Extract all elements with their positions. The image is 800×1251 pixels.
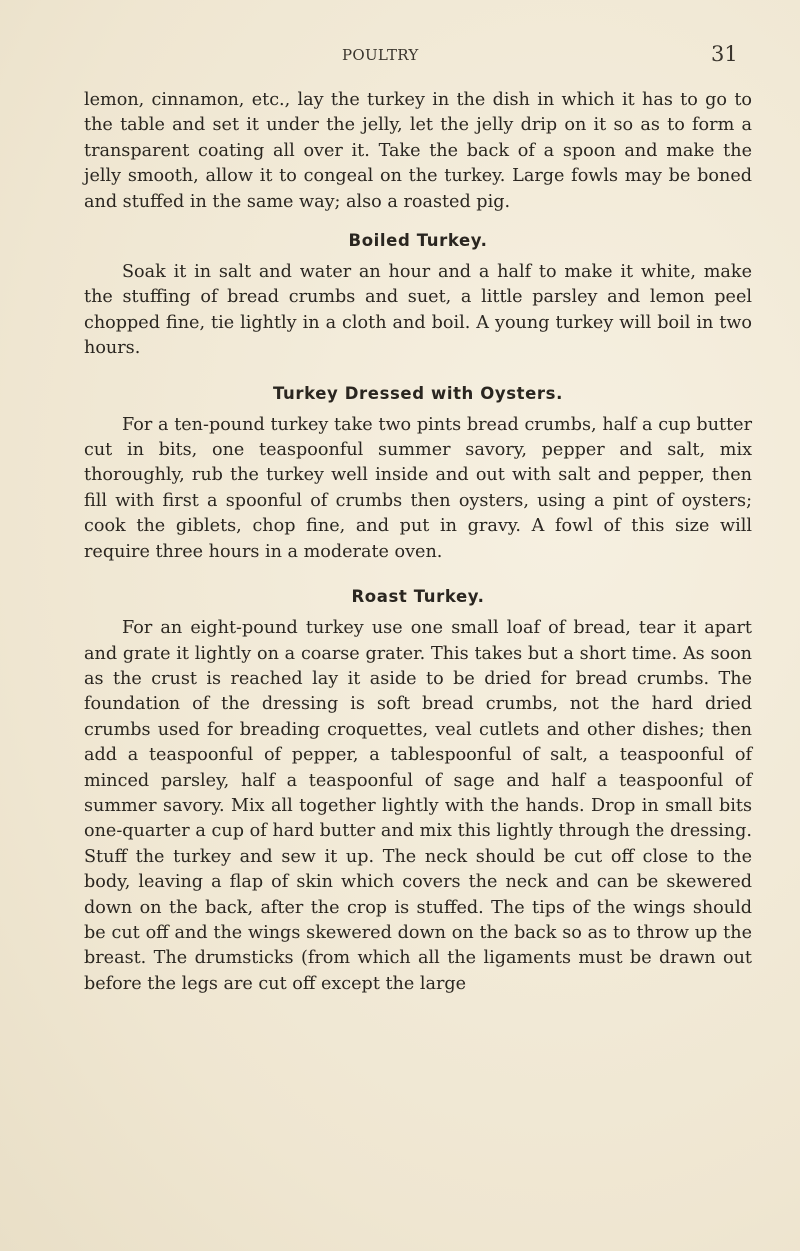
roast-turkey-paragraph: For an eight-pound turkey use one small loaf of bread, tear it apart and grate it lightly on a coarse grater. This takes but a short time. As soon as the crust is reached lay it aside to be dried for bread crumbs. The foundation of the dressing is soft bread crumbs, not the hard dried crumbs used for breading croquettes, veal cutlets and other dishes; then add a teaspoonful of pepper, a tablespoonful of salt, a teaspoonful of minced parsley, half a teaspoonful of sage and half a teaspoonful of summer savory. Mix all together lightly with the hands. Drop in small bits one-quarter a cup of hard butter and mix this lightly through the dressing. Stuff the turkey and sew it up. The neck should be cut off close to the body, leaving a flap of skin which covers the neck and can be skewered down on the back, after the crop is stuffed. The tips of the wings should be cut off and the wings skewered down on the back so as to throw up the breast. The drumsticks (from which all the ligaments must be drawn out before the legs are cut off except the large [84,618,752,994]
page-number: 31 [711,42,738,66]
running-title: POULTRY [342,46,419,64]
page-body [84,88,752,997]
roast-turkey-heading: Roast Turkey. [351,587,485,607]
turkey-oysters-heading: Turkey Dressed with Oysters. [273,383,563,403]
boiled-turkey-heading: Boiled Turkey. [348,231,488,251]
turkey-oysters-paragraph: For a ten-pound turkey take two pints bread crumbs, half a cup butter cut in bits, one teaspoonful summer savory, pepper and salt, mix thoroughly, rub the turkey well inside and out with salt and pepper, then fill with first a spoonful of crumbs then oysters, using a pint of oysters; cook the giblets, chop fine, and put in gravy. A fowl of this size will require three hours in a moderate oven. [84,414,752,562]
boiled-turkey-paragraph: Soak it in salt and water an hour and a half to make it white, make the stuffing of bread crumbs and suet, a little parsley and lemon peel chopped fine, tie lightly in a cloth and boil. A young turkey will boil in two hours. [84,262,752,359]
running-head [0,44,800,70]
intro-paragraph: lemon, cinnamon, etc., lay the turkey in the dish in which it has to go to the table and set it under the jelly, let the jelly drip on it so as to form a transparent coating all over it. Take the back of a spoon and make the jelly smooth, allow it to congeal on the turkey. Large fowls may be boned and stuffed in the same way; also a roasted pig. [84,90,752,212]
